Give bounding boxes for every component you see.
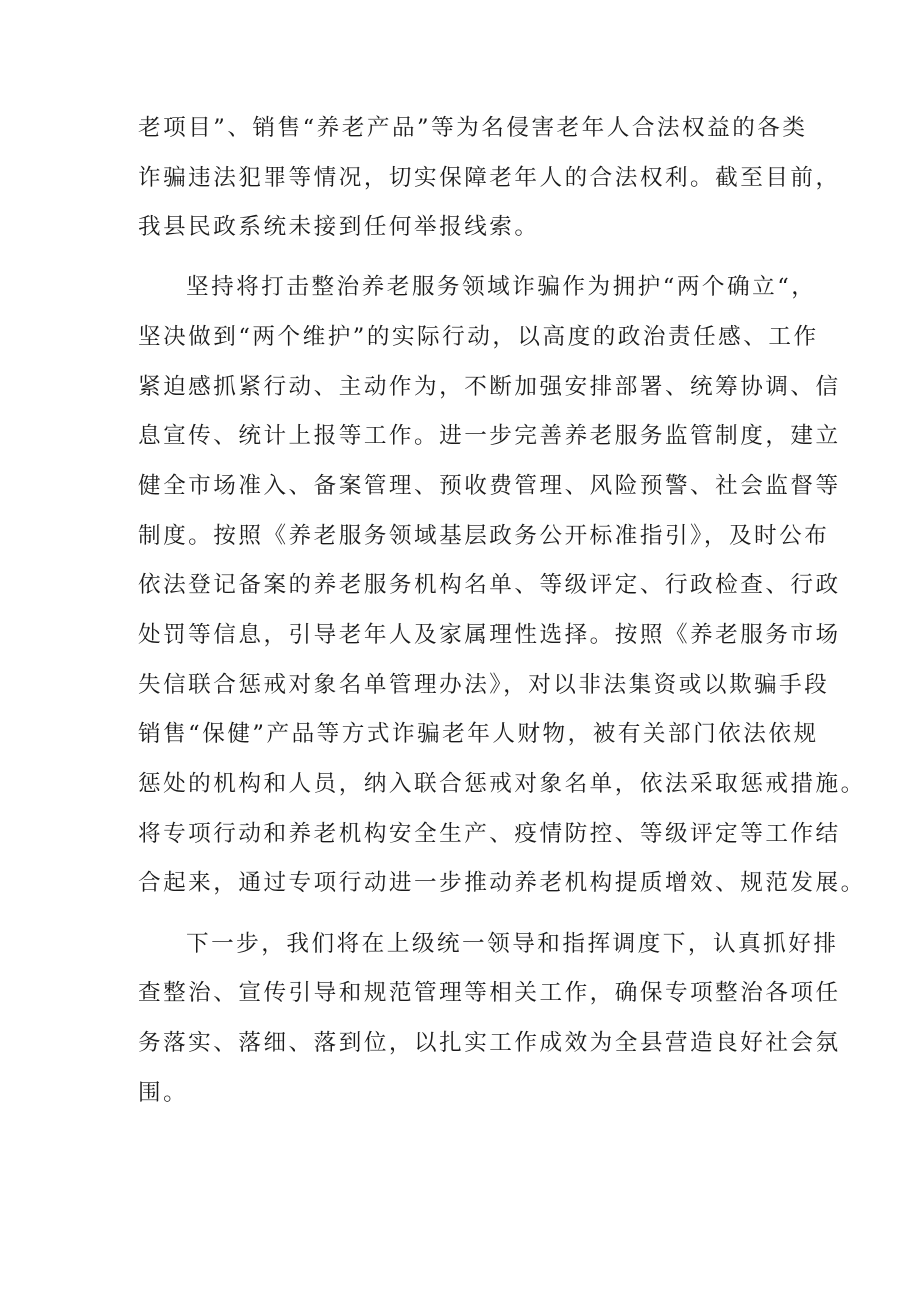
text-line: 将专项行动和养老机构安全生产、疫情防控、等级评定等工作结 bbox=[138, 821, 841, 847]
text-line: 老项目”、销售“养老产品”等为名侵害老年人合法权益的各类 bbox=[138, 115, 808, 141]
text-line: 制度。按照《养老服务领域基层政务公开标准指引》，及时公布 bbox=[138, 523, 830, 549]
text-line: 合起来，通过专项行动进一步推动养老机构提质增效、规范发展。 bbox=[138, 870, 866, 896]
text-line: 惩处的机构和人员，纳入联合惩戒对象名单，依法采取惩戒措施。 bbox=[138, 771, 866, 797]
text-line: 坚持将打击整治养老服务领域诈骗作为拥护“两个确立“， bbox=[186, 274, 817, 300]
text-line: 坚决做到“两个维护”的实际行动，以高度的政治责任感、工作 bbox=[138, 324, 819, 350]
text-line: 紧迫感抓紧行动、主动作为，不断加强安排部署、统筹协调、信 bbox=[138, 374, 841, 400]
text-line: 息宣传、统计上报等工作。进一步完善养老服务监管制度，建立 bbox=[138, 423, 841, 449]
text-line: 查整治、宣传引导和规范管理等相关工作，确保专项整治各项任 bbox=[138, 980, 841, 1006]
text-line: 诈骗违法犯罪等情况，切实保障老年人的合法权利。截至目前， bbox=[138, 165, 841, 191]
text-line: 下一步，我们将在上级统一领导和指挥调度下，认真抓好排 bbox=[186, 931, 839, 957]
text-line: 务落实、落细、落到位，以扎实工作成效为全县营造良好社会氛 bbox=[138, 1030, 841, 1056]
text-line: 依法登记备案的养老服务机构名单、等级评定、行政检查、行政 bbox=[138, 572, 841, 598]
text-line: 处罚等信息，引导老年人及家属理性选择。按照《养老服务市场 bbox=[138, 622, 841, 648]
text-line: 销售“保健”产品等方式诈骗老年人财物，被有关部门依法依规 bbox=[138, 721, 819, 747]
text-line: 我县民政系统未接到任何举报线索。 bbox=[138, 214, 540, 240]
text-line: 围。 bbox=[138, 1080, 189, 1106]
text-line: 失信联合惩戒对象名单管理办法》，对以非法集资或以欺骗手段 bbox=[138, 672, 830, 698]
text-line: 健全市场准入、备案管理、预收费管理、风险预警、社会监督等 bbox=[138, 473, 841, 499]
